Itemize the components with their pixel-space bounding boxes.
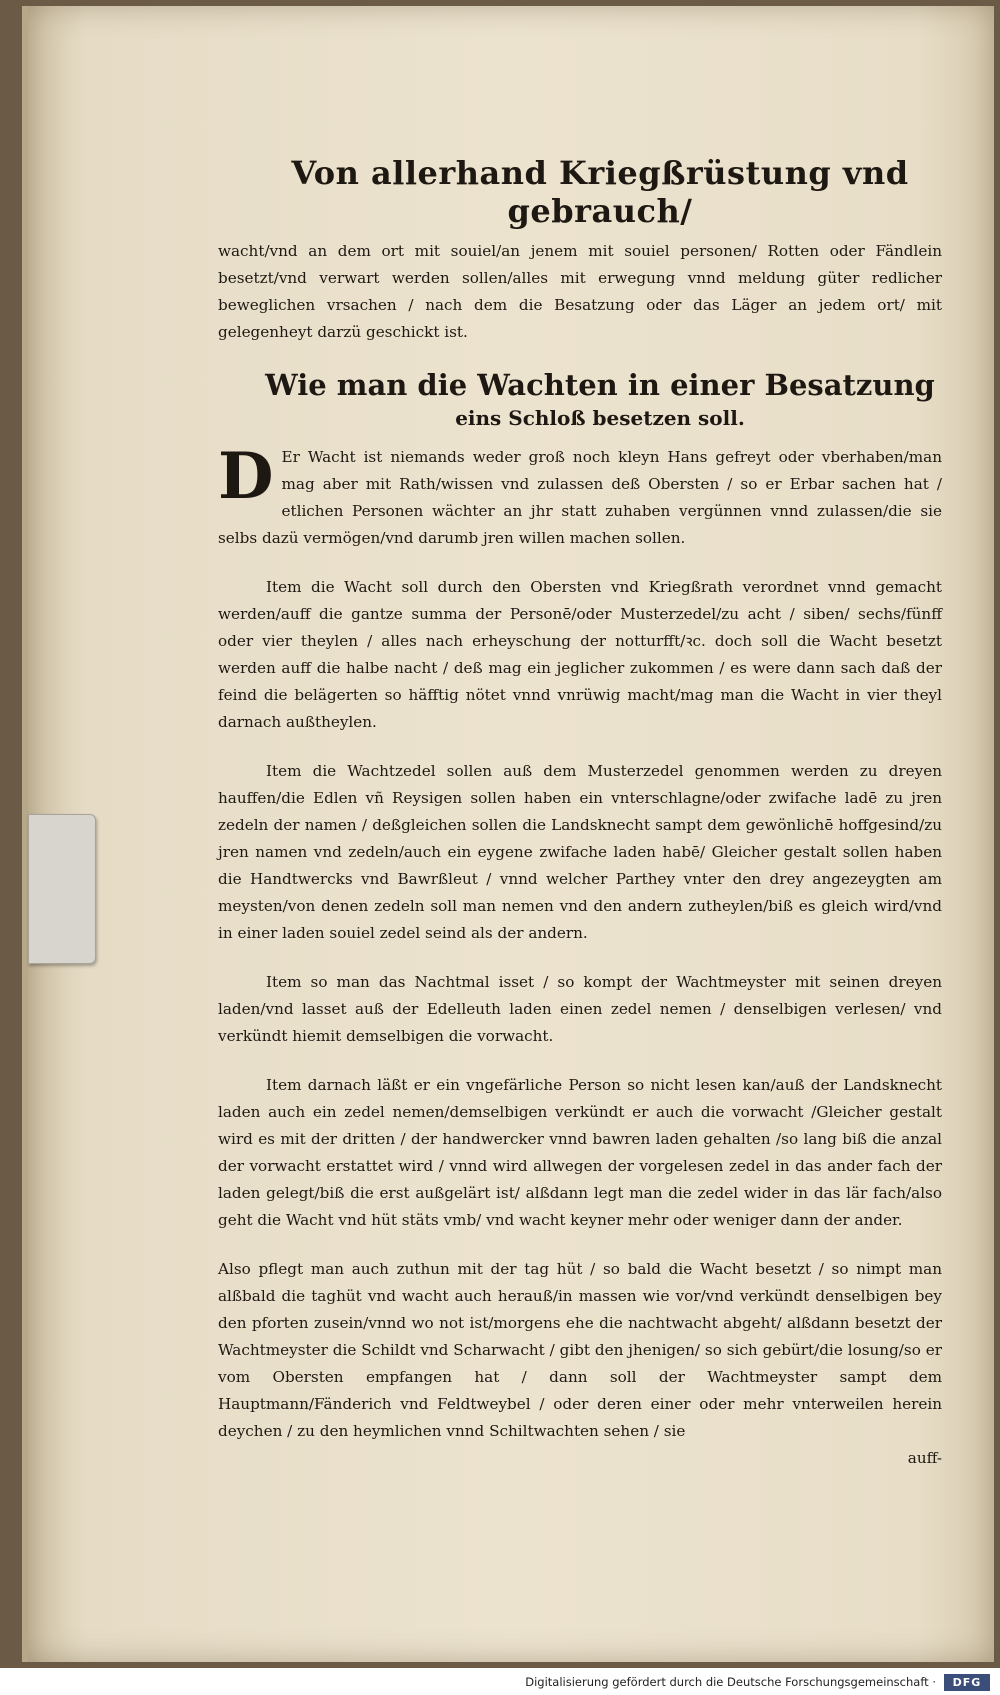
running-head: Von allerhand Kriegßrüstung vnd gebrauch/ — [291, 154, 909, 230]
carryover-paragraph: wacht/vnd an dem ort mit souiel/an jenem mit souiel personen/ Rotten oder Fändlein besetzt/vnd verwart werden sollen/alles mit erwegung vnnd meldung güter redlicher beweglichen vrsachen / nach dem die Besatzung oder das Läger an jedem ort/ mit gelegenheyt darzü geschickt ist. — [218, 242, 942, 341]
paragraph-3: Item die Wachtzedel sollen auß dem Musterzedel genommen werden zu dreyen hauffen/die Edlen vñ Reysigen sollen haben ein vnterschlagne/oder zwifache ladē zu jren zedeln der namen / deßgleichen sollen die Landsknecht sampt dem gewönlichē hoffgesind/zu jren namen vnd zedeln/auch ein eygene zwifache laden habē/ Gleicher gestalt sollen haben die Handtwercks vnd Bawrßleut / vnnd welcher Parthey vnter den drey angezeygten am meysten/von denen zedeln soll man nemen vnd den andern zutheylen/biß es gleich wird/vnd in einer laden souiel zedel seind als der andern. — [218, 762, 942, 942]
footer-bar — [0, 1672, 1000, 1695]
section-title: Wie man die Wachten in einer Besatzung — [265, 368, 935, 402]
paragraph-5: Item darnach läßt er ein vngefärliche Person so nicht lesen kan/auß der Landsknecht laden auch ein zedel nemen/demselbigen verkündt er auch die vorwacht /Gleicher gestalt wird es mit der dritten / der handwercker vnnd bawren laden gehalten /so lang biß die anzal der vorwacht erstattet wird / vnnd wird allwegen der vorgelesen zedel in das ander fach der laden gelegt/biß die erst außgelärt ist/ alßdann legt man die zedel wider in das lär fach/also geht die Wacht vnd hüt stäts vmb/ vnd wacht keyner mehr oder weniger dann der ander. — [218, 1076, 942, 1229]
dfg-logo-icon[interactable]: DFG — [944, 1674, 990, 1691]
footer-credit: Digitalisierung gefördert durch die Deutsche Forschungsgemeinschaft · — [525, 1675, 936, 1689]
paragraph-2: Item die Wacht soll durch den Obersten vnd Kriegßrath verordnet vnnd gemacht werden/auff die gantze summa der Personē/oder Musterzedel/zu acht / siben/ sechs/fünff oder vier theylen / alles nach erheyschung der notturfft/ꝛc. doch soll die Wacht besetzt werden auff die halbe nacht / deß mag ein jeglicher zukommen / es were dann sach daß der feind die belägerten so häfftig nötet vnnd vnrüwig macht/mag man die Wacht in vier theyl darnach außtheylen. — [218, 578, 942, 731]
page-clip — [28, 814, 96, 964]
paragraph-1: DEr Wacht ist niemands weder groß noch kleyn Hans gefreyt oder vberhaben/man mag aber mit Rath/wissen vnd zulassen deß Obersten / so er Erbar sachen hat / etlichen Personen wächter an jhr statt zuhaben vergünnen vnnd zulassen/die sie selbs dazü vermögen/vnd darumb jren willen machen sollen. — [218, 439, 942, 547]
paragraph-6: Also pflegt man auch zuthun mit der tag hüt / so bald die Wacht besetzt / so nimpt man alßbald die taghüt vnd wacht auch herauß/in massen wie vor/vnd verkündt denselbigen bey den pforten zusein/vnnd wo not ist/morgens ehe die nachtwacht abgeht/ alßdann besetzt der Wachtmeyster die Schildt vnd Scharwacht / gibt den jhenigen/ so sich gebürt/die losung/so er vom Obersten empfangen hat / dann soll der Wachtmeyster sampt dem Hauptmann/Fänderich vnd Feldtweybel / oder deren einer oder mehr vnterweilen herein deychen / zu den heymlichen vnnd Schiltwachten sehen / sie — [218, 1260, 942, 1440]
page-text — [218, 140, 942, 1472]
section-subtitle: eins Schloß besetzen soll. — [455, 406, 745, 430]
paragraph-4: Item so man das Nachtmal isset / so kompt der Wachtmeyster mit seinen dreyen laden/vnd lasset auß der Edelleuth laden einen zedel nemen / denselbigen verlesen/ vnd verkündt hiemit demselbigen die vorwacht. — [218, 973, 942, 1045]
catchword: auff- — [907, 1449, 942, 1467]
